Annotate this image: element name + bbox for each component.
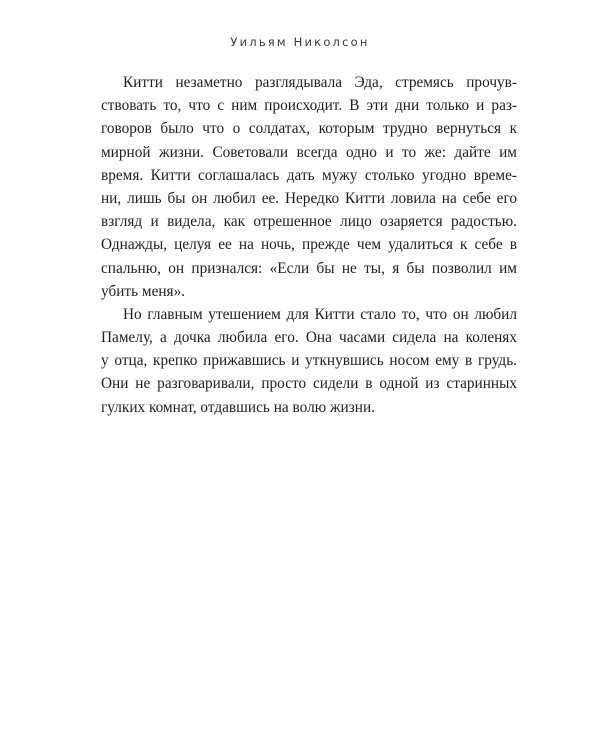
paragraph-2-line-3: у отца, крепко прижавшись и уткнувшись носом ему в грудь.	[101, 352, 517, 370]
paragraph-1-line-5: время. Китти соглашалась дать мужу столько угодно време-	[101, 166, 517, 184]
paragraph-1-line-3: говоров было что о солдатах, которым трудно вернуться к	[101, 120, 517, 138]
paragraph-1-line-7: взгляд и видела, как отрешенное лицо озаряется радостью.	[101, 213, 517, 231]
paragraph-1-line-6: ни, лишь бы он любил ее. Нередко Китти ловила на себе его	[101, 189, 517, 207]
paragraph-1-line-1: Китти незаметно разглядывала Эда, стремясь прочув-	[123, 74, 517, 91]
paragraph-1-line-8: Однажды, целуя ее на ночь, прежде чем удалиться к себе в	[101, 236, 517, 254]
paragraph-2-line-4: Они не разговаривали, просто сидели в одной из старинных	[101, 375, 517, 393]
paragraph-2-line-1: Но главным утешением для Китти стало то, что он любил	[123, 305, 517, 323]
paragraph-1-line-4: мирной жизни. Советовали всегда одно и то же: дайте им	[101, 143, 517, 161]
paragraph-1-line-10: убить меня».	[101, 282, 186, 300]
paragraph-2-line-5: гулких комнат, отдавшись на волю жизни.	[101, 398, 375, 416]
paragraph-2-line-2: Памелу, а дочка любила его. Она часами сидела на коленях	[101, 329, 517, 347]
running-head-author: Уильям Николсон	[230, 35, 370, 49]
paragraph-1-line-9: спальню, он признался: «Если бы не ты, я бы позволил им	[101, 259, 517, 277]
paragraph-1-line-2: ствовать то, что с ним происходит. В эти дни только и раз-	[101, 97, 517, 115]
body-text	[101, 71, 517, 419]
